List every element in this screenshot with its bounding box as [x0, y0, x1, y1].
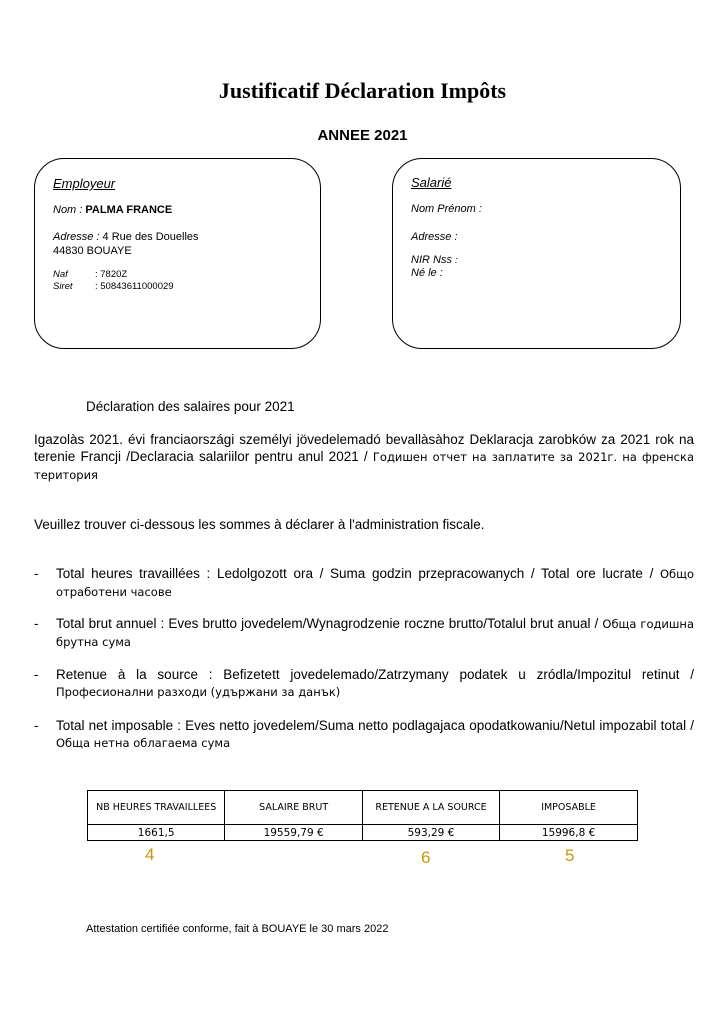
list-dash: - — [34, 616, 39, 631]
list-item-text — [56, 666, 694, 701]
list-item-latin: Total net imposable : Eves netto jovedelem/Suma netto podlagajaca opodatkowaniu/Netul impozabil total / — [56, 718, 694, 733]
list-dash: - — [34, 566, 39, 581]
list-dash: - — [34, 718, 39, 733]
declaration-line: Déclaration des salaires pour 2021 — [86, 399, 295, 414]
employee-nir-label: NIR Nss — [411, 254, 452, 266]
year-label: ANNEE 2021 — [317, 127, 408, 144]
employer-naf-label: Naf — [53, 269, 68, 280]
list-item — [0, 666, 725, 699]
multilanguage-latin: Igazolàs 2021. évi franciaországi személyi jövedelemadó bevallàsàhoz Deklaracja zarobków za 2021 rok na terenie Francji /Declaracia salariilor pentru anul 2021 / — [34, 432, 694, 464]
list-item-latin: Total heures travaillées : Ledolgozott ora / Suma godzin przepracowanych / Total ore lucrate / — [56, 566, 660, 581]
table-row — [88, 825, 638, 841]
header-taxable: IMPOSABLE — [500, 791, 638, 825]
list-item-cyrillic: Общо отработени часове — [56, 567, 694, 599]
list-item-latin: Total brut annuel : Eves brutto jovedelem/Wynagrodzenie roczne brutto/Totalul brut anual / — [56, 616, 603, 631]
employer-name-label: Nom : — [53, 204, 83, 216]
employer-naf-value: : 7820Z — [95, 269, 128, 280]
employer-siret-label: Siret — [53, 281, 73, 292]
annotation-number: 6 — [421, 848, 431, 867]
list-item-cyrillic: Професионални разходи (удържани за данък) — [56, 685, 341, 699]
table-header-row — [88, 791, 638, 825]
list-item-text — [56, 717, 694, 752]
list-item-text — [56, 615, 694, 651]
employer-name-row — [53, 204, 172, 216]
document-title: Justificatif Déclaration Impôts — [218, 78, 507, 103]
multilanguage-cyrillic: Годишен отчет на заплатите за 2021г. на френска територия — [34, 450, 694, 482]
employer-address-row — [53, 231, 199, 243]
list-item-latin: Retenue à la source : Befizetett jovedelemado/Zatrzymany podatek u zródla/Impozitul retinut / — [56, 667, 694, 682]
employer-address-label: Adresse : — [53, 231, 100, 243]
employee-heading: Salarié — [411, 175, 452, 190]
employee-birthdate-label: Né le : — [411, 267, 443, 279]
amounts-table — [87, 790, 638, 841]
header-gross-salary: SALAIRE BRUT — [225, 791, 363, 825]
list-item — [0, 717, 725, 750]
employee-nir-colon: : — [455, 255, 458, 266]
value-gross-salary: 19559,79 € — [225, 825, 363, 841]
instruction-text: Veuillez trouver ci-dessous les sommes à déclarer à l'administration fiscale. — [34, 517, 485, 532]
multilanguage-paragraph — [34, 431, 694, 484]
list-item — [0, 615, 725, 649]
annotation-number: 4 — [145, 845, 155, 864]
list-item — [0, 565, 725, 599]
employee-name-label: Nom Prénom : — [411, 203, 482, 215]
employer-address-line1: 4 Rue des Douelles — [102, 231, 199, 243]
value-withholding: 593,29 € — [362, 825, 499, 841]
value-taxable: 15996,8 € — [500, 825, 638, 841]
employer-heading: Employeur — [53, 176, 116, 191]
employee-address-label: Adresse : — [411, 231, 458, 243]
employee-nir-row — [411, 254, 458, 266]
list-item-cyrillic: Обща нетна облагаема сума — [56, 736, 231, 750]
employer-siret-value: : 50843611000029 — [95, 281, 174, 292]
value-hours: 1661,5 — [88, 825, 225, 841]
list-dash: - — [34, 667, 39, 682]
header-withholding: RETENUE A LA SOURCE — [362, 791, 499, 825]
employer-name-value: PALMA FRANCE — [85, 204, 173, 216]
annotation-number: 5 — [565, 846, 575, 865]
footer-attestation: Attestation certifiée conforme, fait à BOUAYE le 30 mars 2022 — [86, 923, 389, 935]
header-hours: NB HEURES TRAVAILLEES — [88, 791, 225, 825]
list-item-cyrillic: Обща годишна брутна сума — [56, 617, 694, 649]
employer-address-line2: 44830 BOUAYE — [53, 245, 132, 257]
list-item-text — [56, 565, 694, 601]
